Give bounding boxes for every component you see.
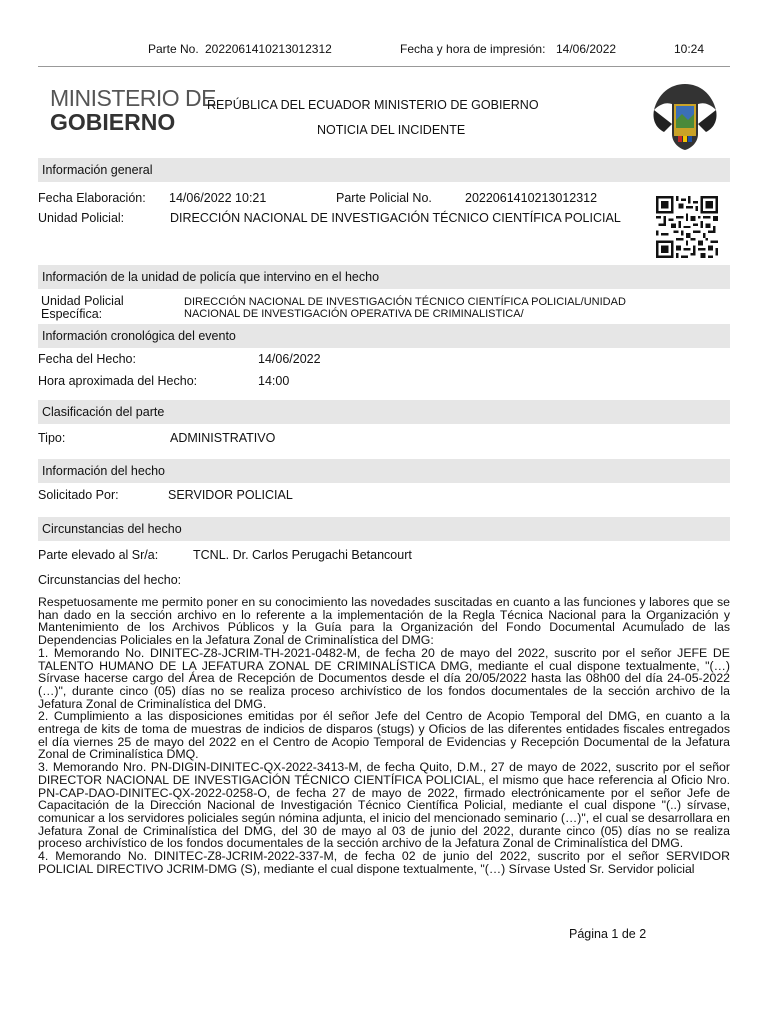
parte-label: Parte No. xyxy=(148,42,199,56)
police-emblem-icon xyxy=(650,74,720,154)
solicitado-label: Solicitado Por: xyxy=(38,488,119,502)
paragraph: 3. Memorando Nro. PN-DIGIN-DINITEC-QX-2022-3413-M, de fecha Quito, D.M., 27 de mayo de 2022, suscrito por el señor DIRECTOR NACIONAL DE INVESTIGACIÓN TÉCNICO CIENTÍFICA POLICIAL, el mismo que hace referencia al Oficio Nro. PN-CAP-DAO-DINITEC-QX-2022-0258-O, de fecha 27 de mayo de 2022, firmado electrónicamente por el señor Jefe de Capacitación de la Dirección Nacional de Investigación Técnico Científica Policial, mediante el cual dispone "(..) sírvase, comunicar a los servidores policiales según nómina adjunta, el inicio del mencionado seminario (…)", el cual se desarrollara en Jefatura Zonal de Criminalística del DMG, del 30 de mayo al 03 de junio del 2022, durante cinco (05) días no se realiza proceso archivístico de los fondos documentales de la sección archivo de la Jefatura Zonal de Criminalística del DMG. xyxy=(38,760,730,851)
paragraph: 1. Memorando No. DINITEC-Z8-JCRIM-TH-2021-0482-M, de fecha 20 de mayo del 2022, suscrito por el señor JEFE DE TALENTO HUMANO DE LA JEFATURA ZONAL DE CRIMINALÍSTICA DMG, mediante el cual dispone textualmente, "(…) Sírvase hacerse cargo del Área de Recepción de Documentos desde el día 20/05/2022 hasta las 08h00 del día 24-05-2022 (…)", durante cinco (05) días no se realiza proceso archivístico de los fondos documentales de la sección archivo de la Jefatura Zonal de Criminalística del DMG. xyxy=(38,645,730,711)
unidad-policial-label: Unidad Policial: xyxy=(38,211,125,225)
hora-hecho-label: Hora aproximada del Hecho: xyxy=(38,374,198,388)
document-subtitle: NOTICIA DEL INCIDENTE xyxy=(317,123,466,137)
fecha-hecho-label: Fecha del Hecho: xyxy=(38,352,136,366)
ministry-logo xyxy=(50,86,216,134)
hora-hecho-value: 14:00 xyxy=(258,374,290,388)
tipo-value: ADMINISTRATIVO xyxy=(170,431,276,445)
circunstancias-body xyxy=(38,596,730,875)
print-date-value: 14/06/2022 xyxy=(556,42,617,56)
unidad-policial-value: DIRECCIÓN NACIONAL DE INVESTIGACIÓN TÉCNICO CIENTÍFICA POLICIAL xyxy=(170,211,621,225)
fecha-elab-label: Fecha Elaboración: xyxy=(38,191,146,205)
print-time-value: 10:24 xyxy=(674,42,705,56)
section-hecho: Información del hecho xyxy=(38,459,730,483)
parte-policial-value: 2022061410213012312 xyxy=(465,191,598,205)
solicitado-value: SERVIDOR POLICIAL xyxy=(168,488,293,502)
paragraph: Respetuosamente me permito poner en su conocimiento las novedades suscitadas en cuanto a las funciones y labores que se han dado en la sección archivo en lo referente a la implementación de la Regla Técnica Nacional para la Organización y Mantenimiento de los Archivos Públicos y la Guía para la Organización del Fondo Documental Acumulado de las Dependencias Policiales en la Jefatura Zonal de Criminalística del DMG: xyxy=(38,595,730,648)
section-general: Información general xyxy=(38,158,730,182)
fecha-elab-value: 14/06/2022 10:21 xyxy=(169,191,267,205)
tipo-label: Tipo: xyxy=(38,431,66,445)
parte-policial-label: Parte Policial No. xyxy=(336,191,432,205)
section-circunstancias: Circunstancias del hecho xyxy=(38,517,730,541)
parte-elevado-label: Parte elevado al Sr/a: xyxy=(38,548,159,562)
logo-line2: GOBIERNO xyxy=(50,109,176,135)
unidad-especifica-label-2: Específica: xyxy=(41,307,103,321)
document-title: REPÚBLICA DEL ECUADOR MINISTERIO DE GOBIERNO xyxy=(207,98,539,112)
section-unidad: Información de la unidad de policía que intervino en el hecho xyxy=(38,265,730,289)
unidad-especifica-label-1: Unidad Policial xyxy=(41,294,124,308)
header-divider xyxy=(38,66,730,67)
page-number: Página 1 de 2 xyxy=(569,927,647,941)
unidad-especifica-value-1: DIRECCIÓN NACIONAL DE INVESTIGACIÓN TÉCNICO CIENTÍFICA POLICIAL/UNIDAD xyxy=(184,296,626,308)
svg-text:·: · xyxy=(684,79,686,83)
print-date-label: Fecha y hora de impresión: xyxy=(400,42,546,56)
parte-value: 2022061410213012312 xyxy=(205,42,332,56)
section-clasificacion: Clasificación del parte xyxy=(38,400,730,424)
fecha-hecho-value: 14/06/2022 xyxy=(258,352,321,366)
qr-code-icon xyxy=(655,196,719,258)
section-cronologica: Información cronológica del evento xyxy=(38,324,730,348)
unidad-especifica-value-2: NACIONAL DE INVESTIGACIÓN OPERATIVA DE CRIMINALISTICA/ xyxy=(184,308,524,320)
paragraph: 2. Cumplimiento a las disposiciones emitidas por él señor Jefe del Centro de Acopio Temporal del DMG, en cuanto a la entrega de kits de toma de muestras de indicios de disparos (stugs) y Oficios de las diferentes entidades fiscales entregados el día viernes 25 de mayo del 2022 en el Centro de Acopio Temporal de Evidencias y Recepción Documental de la Jefatura Zonal de Criminalística DMQ. xyxy=(38,709,730,762)
paragraph: 4. Memorando No. DINITEC-Z8-JCRIM-2022-337-M, de fecha 02 de junio del 2022, suscrito por el señor SERVIDOR POLICIAL DIRECTIVO JCRIM-DMG (S), mediante el cual dispone textualmente, "(…) Sírvase Usted Sr. Servidor policial xyxy=(38,849,730,876)
logo-line1: MINISTERIO DE xyxy=(50,85,217,111)
circunstancias-label: Circunstancias del hecho: xyxy=(38,573,182,587)
parte-elevado-value: TCNL. Dr. Carlos Perugachi Betancourt xyxy=(193,548,412,562)
